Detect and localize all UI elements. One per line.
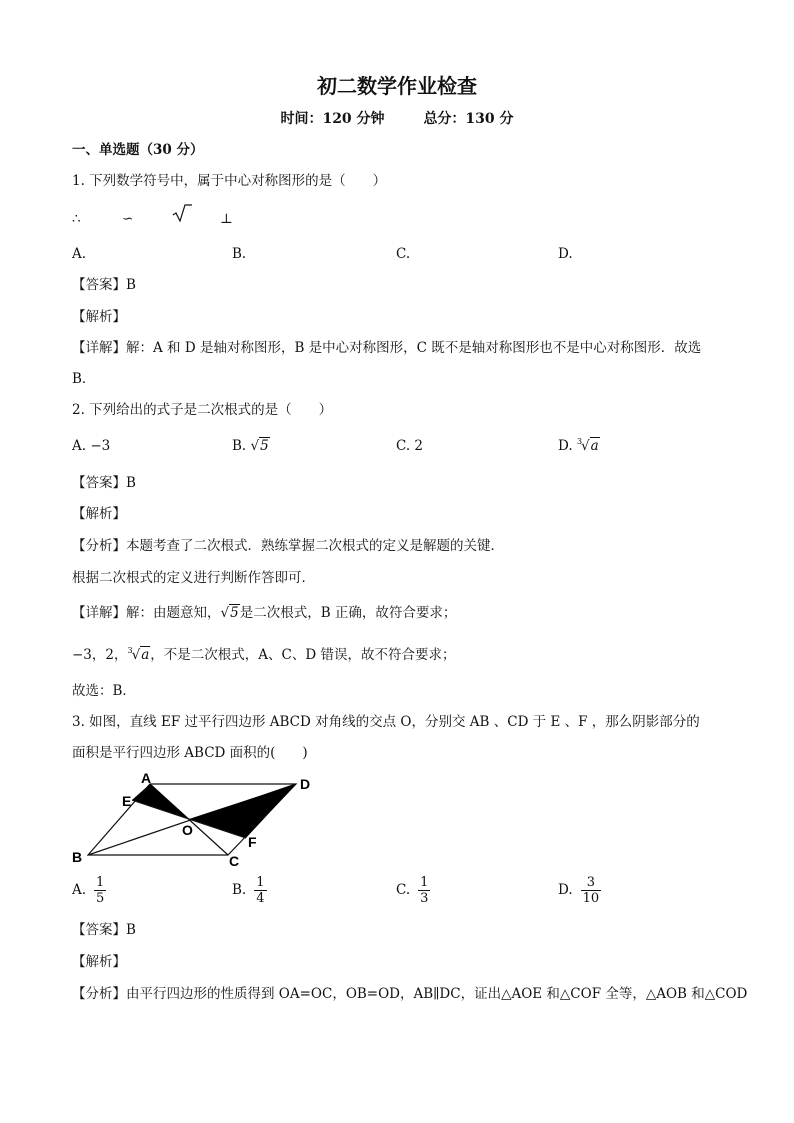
q2-option-d-label: D.: [558, 438, 573, 454]
q2-fenxi: [72, 537, 504, 555]
numerator: 3: [581, 875, 602, 891]
q2-stem: 2. 下列给出的式子是二次根式的是（ ）: [72, 402, 333, 418]
denominator: 3: [420, 891, 429, 906]
q3-option-a[interactable]: [72, 875, 106, 906]
numerator: 1: [420, 875, 429, 890]
q2-option-b-label: B.: [232, 438, 247, 454]
q2-option-a[interactable]: A. −3: [72, 438, 111, 454]
q1-stem: 1. 下列数学符号中，属于中心对称图形的是（ ）: [72, 173, 387, 189]
q2-conclusion: 故选：B．: [72, 683, 136, 699]
q2-option-c[interactable]: C. 2: [396, 438, 424, 454]
q2-detail-tag: 【详解】: [72, 605, 126, 621]
q2-analysis-tag: 【解析】: [72, 506, 126, 522]
numerator: 1: [256, 875, 265, 890]
shaded-triangle-aoe: [132, 784, 189, 819]
q3-stem-line2: 面积是平行四边形 ABCD 面积的( ): [72, 745, 308, 761]
q3-option-b-label: B.: [232, 882, 247, 898]
q3-option-d[interactable]: [558, 875, 601, 906]
label-d: D: [300, 776, 311, 792]
exam-meta: [0, 108, 794, 128]
q1-analysis-tag: 【解析】: [72, 309, 126, 325]
q1-answer: 【答案】B: [72, 277, 136, 293]
label-o: O: [182, 822, 193, 838]
page-title: 初二数学作业检查: [317, 74, 477, 98]
denominator: 10: [582, 891, 600, 906]
q1-detail-text: 解：A 和 D 是轴对称图形，B 是中心对称图形，C 既不是轴对称图形也不是中心对称图形．故选: [126, 340, 702, 356]
shaded-triangle-dof: [189, 784, 296, 838]
q2-wrong-post: ，不是二次根式，A、C、D 错误，故不符合要求；: [150, 647, 456, 663]
root-index: 3: [127, 646, 133, 655]
q3-option-c-label: C.: [396, 882, 411, 898]
q1-option-a[interactable]: A.: [72, 246, 87, 262]
q1-symbol-perp: ⊥: [220, 211, 233, 227]
q2-detail-post: 是二次根式，B 正确，故符合要求；: [239, 605, 457, 621]
q3-answer: 【答案】B: [72, 922, 136, 938]
q2-option-b-sqrt: √5: [250, 438, 269, 454]
exam-time: 时间：120 分钟: [280, 111, 385, 127]
q3-option-d-label: D.: [558, 882, 573, 898]
q2-detail-pre: 解：由题意知，: [126, 605, 221, 621]
label-c: C: [229, 853, 240, 869]
fraction: [254, 875, 266, 906]
section-heading: 一、单选题（30 分）: [72, 142, 204, 158]
label-f: F: [248, 834, 257, 850]
q2-option-d[interactable]: [558, 437, 600, 457]
q2-answer: 【答案】B: [72, 475, 136, 491]
label-e: E: [122, 793, 132, 809]
label-a: A: [141, 770, 152, 786]
q1-symbol-therefore: ∴: [72, 211, 81, 227]
parallelogram-figure: [68, 770, 328, 870]
denominator: 4: [256, 891, 265, 906]
q1-detail-tag: 【详解】: [72, 340, 126, 356]
q2-wrong-pre: −3，2，: [72, 647, 128, 663]
q2-judge-line: 根据二次根式的定义进行判断作答即可．: [72, 570, 315, 586]
q1-option-b[interactable]: B.: [232, 246, 247, 262]
q3-fenxi-text: 由平行四边形的性质得到 OA=OC，OB=OD，AB∥DC，证出△AOE 和△COF 全等，△AOB 和△COD: [126, 986, 748, 1002]
q3-analysis-tag: 【解析】: [72, 954, 126, 970]
radical-sign-icon: [172, 204, 192, 222]
denominator: 5: [96, 891, 105, 906]
q1-symbol-root: [172, 204, 192, 227]
q2-detail-sqrt: √5: [220, 605, 239, 621]
q3-fenxi: [72, 985, 747, 1003]
q1-option-d[interactable]: D.: [558, 246, 573, 262]
q2-wrong-cbrt: $^3$√a: [127, 646, 150, 663]
q2-fenxi-text: 本题考查了二次根式．熟练掌握二次根式的定义是解题的关键．: [126, 538, 504, 554]
q3-option-b[interactable]: [232, 875, 267, 906]
q1-symbol-similar: ∽: [122, 211, 134, 227]
radicand: 5: [260, 438, 269, 454]
radicand: a: [141, 647, 150, 663]
numerator: 1: [96, 875, 105, 890]
root-index: 3: [576, 437, 583, 446]
radicand: a: [590, 438, 599, 454]
q2-wrong-line: [72, 646, 455, 666]
q3-option-c[interactable]: [396, 875, 430, 906]
fraction: [581, 875, 602, 906]
q2-option-b[interactable]: [232, 437, 270, 455]
q1-detail-cont: B．: [72, 371, 96, 387]
q1-detail: [72, 339, 701, 357]
exam-total-score: 总分：130 分: [423, 111, 514, 127]
q3-fenxi-tag: 【分析】: [72, 986, 126, 1002]
radicand: 5: [230, 605, 239, 621]
q2-option-d-cbrt: $^3$√a: [576, 437, 599, 454]
fraction: [94, 875, 106, 906]
q3-option-a-label: A.: [72, 882, 87, 898]
q1-option-c[interactable]: C.: [396, 246, 411, 262]
q3-stem-line1: 3. 如图，直线 EF 过平行四边形 ABCD 对角线的交点 O，分别交 AB 、CD 于 E 、F ，那么阴影部分的: [72, 714, 700, 730]
label-b: B: [72, 849, 83, 865]
q2-fenxi-tag: 【分析】: [72, 538, 126, 554]
q2-detail: [72, 604, 456, 622]
fraction: [418, 875, 430, 906]
